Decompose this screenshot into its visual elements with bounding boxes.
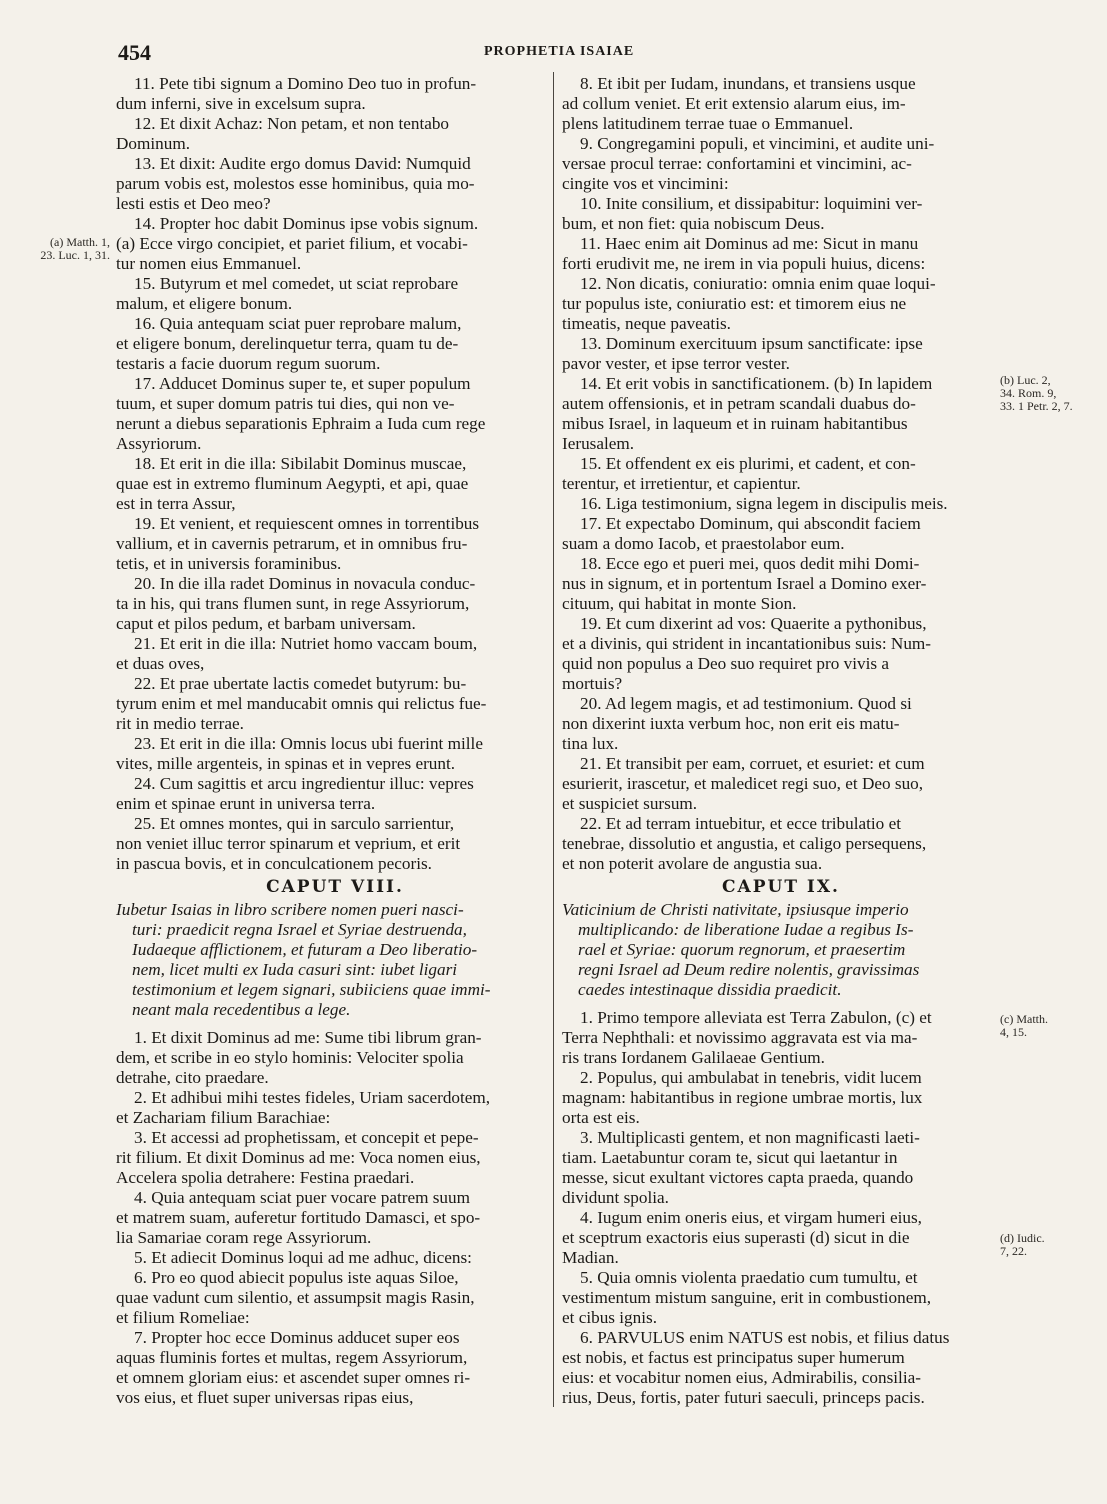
verse: 25. Et omnes montes, qui in sarculo sarrientur, non veniet illuc terror spinarum et veprium, et erit in pascua bovis, et in conculcationem pecoris. <box>116 814 461 873</box>
verse: 8. Et ibit per Iudam, inundans, et transiens usque ad collum veniet. Et erit extensio alarum eius, im- plens latitudinem terrae tuae o Emmanuel. <box>562 74 916 133</box>
verse: 4. Quia antequam sciat puer vocare patrem suum et matrem suam, auferetur fortitudo Damasci, et spo- lia Samariae coram rege Assyriorum. <box>116 1188 481 1247</box>
right-column <box>562 74 1000 1408</box>
verse: 3. Multiplicasti gentem, et non magnificasti laeti- tiam. Laetabuntur coram te, sicut qui laetantur in messe, sicut exultant victores capta praeda, quando dividunt spolia. <box>562 1128 920 1207</box>
running-head: PROPHETIA ISAIAE <box>484 44 635 59</box>
verse: 10. Inite consilium, et dissipabitur: loquimini ver- bum, et non fiet: quia nobiscum Deus. <box>562 194 923 233</box>
margin-note-a: (a) Matth. 1, 23. Luc. 1, 31. <box>40 235 110 262</box>
verse: 20. Ad legem magis, et ad testimonium. Quod si non dixerint iuxta verbum hoc, non erit eis matu- tina lux. <box>562 694 912 753</box>
margin-note-d: (d) Iudic. 7, 22. <box>1000 1231 1045 1258</box>
left-column <box>116 74 554 1408</box>
verse: 1. Primo tempore alleviata est Terra Zabulon, (c) et Terra Nephthali: et novissimo aggravata est via ma- ris trans Iordanem Galilaeae Gentium. <box>562 1008 932 1067</box>
verse: 9. Congregamini populi, et vincimini, et audite uni- versae procul terrae: confortamini et vincimini, ac- cingite vos et vincimini: <box>562 134 935 193</box>
page-header <box>112 40 992 70</box>
verse: 23. Et erit in die illa: Omnis locus ubi fuerint mille vites, mille argenteis, in spinas et in vepres erunt. <box>116 734 483 773</box>
verse: 3. Et accessi ad prophetissam, et concepit et pepe- rit filium. Et dixit Dominus ad me: Voca nomen eius, Accelera spolia detrahere: Festina praedari. <box>116 1128 481 1187</box>
verse: 12. Non dicatis, coniuratio: omnia enim quae loqui- tur populus iste, coniuratio est: et timorem eius ne timeatis, neque paveatis. <box>562 274 936 333</box>
verse: 18. Ecce ego et pueri mei, quos dedit mihi Domi- nus in signum, et in portentum Israel a Domino exer- cituum, qui habitat in monte Sion. <box>562 554 927 613</box>
verse: 18. Et erit in die illa: Sibilabit Dominus muscae, quae est in extremo fluminum Aegypti, et api, quae est in terra Assur, <box>116 454 469 513</box>
verse: 1. Et dixit Dominus ad me: Sume tibi librum gran- dem, et scribe in eo stylo hominis: Velociter spolia detrahe, cito praedare. <box>116 1028 482 1087</box>
verse: 5. Et adiecit Dominus loqui ad me adhuc, dicens: <box>134 1248 472 1267</box>
chapter-summary: Iubetur Isaias in libro scribere nomen pueri nasci- turi: praedicit regna Israel et Syriae destruenda, Iudaeque afflictionem, et futuram a Deo liberatio- nem, licet multi ex Iuda casuri sint: iubet ligari testimonium et legem signari, subiiciens quae immi- neant mala recedentibus a lege. <box>116 900 491 1019</box>
chapter-title: CAPUT IX. <box>722 877 840 897</box>
verse: 7. Propter hoc ecce Dominus adducet super eos aquas fluminis fortes et multas, regem Assyriorum, et omnem gloriam eius: et ascendet super omnes ri- vos eius, et fluet super universas ripas eius, <box>116 1328 471 1407</box>
margin-note-c: (c) Matth. 4, 15. <box>1000 1012 1048 1039</box>
margin-note-b: (b) Luc. 2, 34. Rom. 9, 33. 1 Petr. 2, 7. <box>1000 373 1073 413</box>
verse: 16. Liga testimonium, signa legem in discipulis meis. <box>580 494 948 513</box>
verse: 22. Et prae ubertate lactis comedet butyrum: bu- tyrum enim et mel manducabit omnis qui relictus fue- rit in medio terrae. <box>116 674 487 733</box>
verse: 16. Quia antequam sciat puer reprobare malum, et eligere bonum, derelinquetur terra, quam tu de- testaris a facie duorum regum suorum. <box>116 314 462 373</box>
verse: 6. PARVULUS enim NATUS est nobis, et filius datus est nobis, et factus est principatus super humerum eius: et vocabitur nomen eius, Admirabilis, consilia- rius, Deus, fortis, pater futuri saeculi, princeps pacis. <box>562 1328 950 1407</box>
verse: 17. Adducet Dominus super te, et super populum tuum, et super domum patris tui dies, qui non ve- nerunt a diebus separationis Ephraim a Iuda cum rege Assyriorum. <box>116 374 486 453</box>
verse: 20. In die illa radet Dominus in novacula conduc- ta in his, qui trans flumen sunt, in rege Assyriorum, caput et pilos pedum, et barbam universam. <box>116 574 476 633</box>
verse: 24. Cum sagittis et arcu ingredientur illuc: vepres enim et spinae erunt in universa terra. <box>116 774 474 813</box>
verse: 13. Et dixit: Audite ergo domus David: Numquid parum vobis est, molestos esse hominibus, quia mo- lesti estis et Deo meo? <box>116 154 475 213</box>
verse: 21. Et erit in die illa: Nutriet homo vaccam boum, et duas oves, <box>116 634 478 673</box>
page-number: 454 <box>118 40 151 65</box>
verse: 14. Propter hoc dabit Dominus ipse vobis signum. (a) Ecce virgo concipiet, et pariet filium, et vocabi- tur nomen eius Emmanuel. <box>116 214 479 273</box>
chapter-title: CAPUT VIII. <box>266 877 404 897</box>
verse: 14. Et erit vobis in sanctificationem. (b) In lapidem autem offensionis, et in petram scandali duabus do- mibus Israel, in laqueum et in ruinam habitantibus Ierusalem. <box>562 374 933 453</box>
verse: 21. Et transibit per eam, corruet, et esuriet: et cum esurierit, irascetur, et maledicet regi suo, et Deo suo, et suspiciet sursum. <box>562 754 925 813</box>
verse: 13. Dominum exercituum ipsum sanctificate: ipse pavor vester, et ipse terror vester. <box>562 334 923 373</box>
verse: 2. Et adhibui mihi testes fideles, Uriam sacerdotem, et Zachariam filium Barachiae: <box>116 1088 491 1127</box>
verse: 6. Pro eo quod abiecit populus iste aquas Siloe, quae vadunt cum silentio, et assumpsit magis Rasin, et filium Romeliae: <box>116 1268 475 1327</box>
verse: 2. Populus, qui ambulabat in tenebris, vidit lucem magnam: habitantibus in regione umbrae mortis, lux orta est eis. <box>562 1068 923 1127</box>
chapter-summary: Vaticinium de Christi nativitate, ipsiusque imperio multiplicando: de liberatione Iudae a regibus Is- rael et Syriae: quorum regnorum, et praesertim regni Israel ad Deum redire nolentis, gravissimas caedes intestinaque dissidia praedicit. <box>562 900 920 999</box>
verse: 15. Butyrum et mel comedet, ut sciat reprobare malum, et eligere bonum. <box>116 274 459 313</box>
verse: 19. Et venient, et requiescent omnes in torrentibus vallium, et in cavernis petrarum, et in omnibus fru- tetis, et in universis foraminibus. <box>116 514 480 573</box>
verse: 11. Pete tibi signum a Domino Deo tuo in profun- dum inferni, sive in excelsum supra. <box>116 74 477 113</box>
verse: 11. Haec enim ait Dominus ad me: Sicut in manu forti erudivit me, ne irem in via populi huius, dicens: <box>562 234 926 273</box>
verse: 17. Et expectabo Dominum, qui abscondit faciem suam a domo Iacob, et praestolabor eum. <box>562 514 921 553</box>
verse: 15. Et offendent ex eis plurimi, et cadent, et con- terentur, et irretientur, et capientur. <box>562 454 916 493</box>
verse: 12. Et dixit Achaz: Non petam, et non tentabo Dominum. <box>116 114 450 153</box>
verse: 5. Quia omnis violenta praedatio cum tumultu, et vestimentum mistum sanguine, erit in combustionem, et cibus ignis. <box>562 1268 932 1327</box>
verse: 22. Et ad terram intuebitur, et ecce tribulatio et tenebrae, dissolutio et angustia, et caligo persequens, et non poterit avolare de angustia sua. <box>562 814 927 873</box>
verse: 19. Et cum dixerint ad vos: Quaerite a pythonibus, et a divinis, qui strident in incantationibus suis: Num- quid non populus a Deo suo requiret pro vivis a mortuis? <box>562 614 932 693</box>
verse: 4. Iugum enim oneris eius, et virgam humeri eius, et sceptrum exactoris eius superasti (d) sicut in die Madian. <box>562 1208 922 1267</box>
